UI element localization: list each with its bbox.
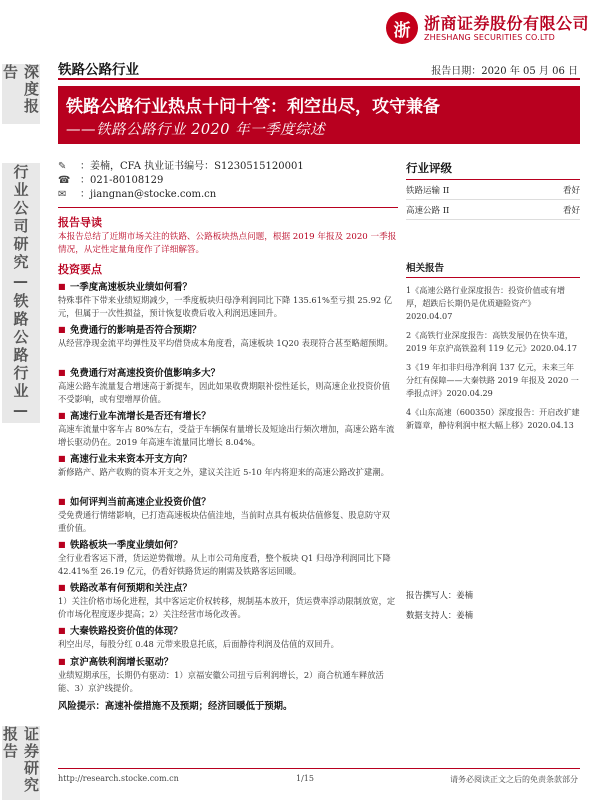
question-3 <box>58 365 398 379</box>
answer-6: 受免费通行情绪影响，已打造高速板块估值洼地，当前时点具有板块估值修复、股息防守双重价值。 <box>58 510 390 533</box>
question-text: 免费通行的影响是否符合预期？ <box>70 325 202 336</box>
answer-2: 从经营净现金流平均弹性及平均借贷成本角度看，高速板块 1Q20 表现符合甚至略超预期。 <box>58 338 393 348</box>
page-number: 1/15 <box>296 774 314 783</box>
question-2 <box>58 322 398 336</box>
qa-list <box>58 279 398 712</box>
analyst-email[interactable]: jiangnan@stocke.com.cn <box>90 189 217 200</box>
data-support-name: 姜楠 <box>456 610 473 620</box>
rating-sector: 铁路运输 II <box>406 185 450 196</box>
company-logo <box>386 10 596 46</box>
analyst-phone: 021-80108129 <box>90 175 164 186</box>
intro-text: 本报告总结了近期市场关注的铁路、公路板块热点问题，根据 2019 年报及 2020 一季报情况，从定性定量角度作了详细解答。 <box>58 232 397 255</box>
logo-name-cn: 浙商证券股份有限公司 <box>424 14 590 33</box>
logo-mark-icon: 浙 <box>386 12 418 44</box>
logo-name-en: ZHESHANG SECURITIES CO.LTD <box>424 33 555 42</box>
answer-3: 高速公路车流量复合增速高于新提车，因此如果收费期限补偿性延长，则高速企业投资价值不受影响，或有望增厚价值。 <box>58 381 390 404</box>
bullet-icon: ■ <box>58 539 66 549</box>
related-report-4[interactable]: 4《山东高速（600350）深度报告：开启改扩建新篇章，静待利润中枢大幅上移》2020.04.13 <box>406 407 580 430</box>
writer-row <box>406 585 580 605</box>
label-colon: ： <box>80 161 90 172</box>
rating-heading: 行业评级 <box>406 160 580 180</box>
label-colon: ： <box>80 175 90 186</box>
writer-name: 姜楠 <box>456 590 473 600</box>
email-icon: ✉ <box>58 189 67 200</box>
question-text: 铁路改革有何预期和关注点？ <box>70 583 192 594</box>
report-category-tag: 行业公司研究—铁路公路行业— <box>2 163 40 423</box>
bullet-icon: ■ <box>58 582 66 592</box>
report-date <box>431 62 578 77</box>
analyst-divider <box>58 207 398 208</box>
rating-row <box>406 180 580 200</box>
analyst-phone-row <box>58 174 388 188</box>
question-7 <box>58 537 398 551</box>
question-text: 一季度高速板块业绩如何看？ <box>70 282 192 293</box>
question-text: 大秦铁路投资价值的体现？ <box>70 626 183 637</box>
bullet-icon: ■ <box>58 453 66 463</box>
phone-icon: ☎ <box>58 175 71 186</box>
risk-text: 高速补偿措施不及预期；经济回暖低于预期。 <box>104 701 293 712</box>
bullet-icon: ■ <box>58 496 66 506</box>
risk-warning <box>58 698 398 712</box>
data-support-label: 数据支持人： <box>406 610 457 620</box>
main-column <box>58 214 398 712</box>
question-text: 京沪高铁利润增长驱动？ <box>70 657 174 668</box>
question-6 <box>58 494 398 508</box>
question-text: 铁路板块一季度业绩如何？ <box>70 540 183 551</box>
related-report-2[interactable]: 2《高铁行业深度报告：高铁发展仍在快车道，2019 年京沪高铁盈利 119 亿元》2020.04.17 <box>406 330 578 353</box>
title-banner <box>58 86 580 144</box>
report-type-tag: 深度报告 <box>2 64 40 124</box>
answer-5: 新修路产、路产收购的资本开支之外，建议关注近 5-10 年内将迎来的高速公路改扩建潮。 <box>58 467 389 477</box>
bullet-icon: ■ <box>58 367 66 377</box>
bullet-icon: ■ <box>58 625 66 635</box>
rating-value: 看好 <box>562 205 580 216</box>
label-colon: ： <box>80 189 90 200</box>
analyst-email-row <box>58 188 388 202</box>
pen-icon: ✎ <box>58 161 67 172</box>
answer-1: 特殊事件下带来业绩短期减少，一季度板块归母净利润同比下降 135.61%至亏损 25.92 亿元，但属于一次性损益，预计恢复收费后收入利润迅速回升。 <box>58 295 393 318</box>
report-contributors <box>406 585 580 625</box>
question-10 <box>58 654 398 668</box>
question-text: 如何评判当前高速企业投资价值？ <box>70 497 211 508</box>
page-title: 铁路公路行业热点十问十答：利空出尽，攻守兼备 <box>66 97 440 117</box>
answer-10: 业绩短期承压，长期仍有驱动：1）京福安徽公司扭亏后利润增长，2）商合杭通车释放活能、3）京沪线提价。 <box>58 670 384 693</box>
points-heading: 投资要点 <box>58 263 102 276</box>
related-report-3[interactable]: 3《19 年扣非归母净利润 137 亿元，未来三年分红有保障——大秦铁路 2019 年报及 2020 一季报点评》2020.04.29 <box>406 362 579 398</box>
footer-divider <box>58 768 580 769</box>
analyst-name-row <box>58 160 388 174</box>
report-footer-tag: 证券研究报告 <box>2 726 40 800</box>
footer-url[interactable]: http://research.stocke.com.cn <box>58 774 179 783</box>
question-1 <box>58 279 398 293</box>
bullet-icon: ■ <box>58 410 66 420</box>
report-date-value: 2020 年 05 月 06 日 <box>481 66 578 77</box>
risk-label: 风险提示： <box>58 701 105 712</box>
data-support-row <box>406 605 580 625</box>
bullet-icon: ■ <box>58 324 66 334</box>
question-4 <box>58 408 398 422</box>
header-divider <box>58 78 580 80</box>
bullet-icon: ■ <box>58 656 66 666</box>
answer-8: 1）关注价格市场化进程，其中客运定价权转移，规制基本放开，货运费率浮动限制放宽，定价市场化程度逐步提高；2）关注经营市场化改善。 <box>58 596 396 619</box>
question-5 <box>58 451 398 465</box>
analyst-name: 姜楠，CFA 执业证书编号：S1230515120001 <box>90 161 304 172</box>
answer-9: 利空出尽，每股分红 0.48 元带来股息托底，后面静待利润及估值的双回升。 <box>58 639 339 649</box>
question-9 <box>58 623 398 637</box>
bullet-icon: ■ <box>58 281 66 291</box>
related-heading: 相关报告 <box>406 260 580 278</box>
rating-sector: 高速公路 II <box>406 205 450 216</box>
analyst-info <box>58 160 388 202</box>
question-8 <box>58 580 398 594</box>
report-date-label: 报告日期： <box>431 66 482 77</box>
intro-heading: 报告导读 <box>58 216 102 229</box>
rating-value: 看好 <box>562 185 580 196</box>
answer-7: 全行业看客运下滑，货运逆势微增。从上市公司角度看，整个板块 Q1 归母净利润同比下降 42.41%至 26.19 亿元，仍看好铁路货运的刚需及铁路客运回暖。 <box>58 553 391 576</box>
industry-title: 铁路公路行业 <box>58 62 139 78</box>
question-text: 高速行业未来资本开支方向？ <box>70 454 192 465</box>
question-text: 免费通行对高速投资价值影响多大？ <box>70 368 221 379</box>
rating-row <box>406 200 580 220</box>
page-subtitle: ——铁路公路行业 2020 年一季度综述 <box>66 122 326 138</box>
left-side-band <box>0 58 45 800</box>
related-report-1[interactable]: 1《高速公路行业深度报告：投资价值或有增厚，超跌后长期仍是优质避险资产》2020.04.07 <box>406 285 565 321</box>
writer-label: 报告撰写人： <box>406 590 457 600</box>
footer-disclaimer: 请务必阅读正文之后的免责条款部分 <box>450 775 578 784</box>
question-text: 高速行业车流增长是否还有增长？ <box>70 411 211 422</box>
answer-4: 高速车流量中客车占 80%左右，受益于车辆保有量增长及短途出行频次增加，高速公路车流增长驱动仍在。2019 年高速车流量同比增长 8.04%。 <box>58 424 395 447</box>
right-column <box>406 160 580 432</box>
